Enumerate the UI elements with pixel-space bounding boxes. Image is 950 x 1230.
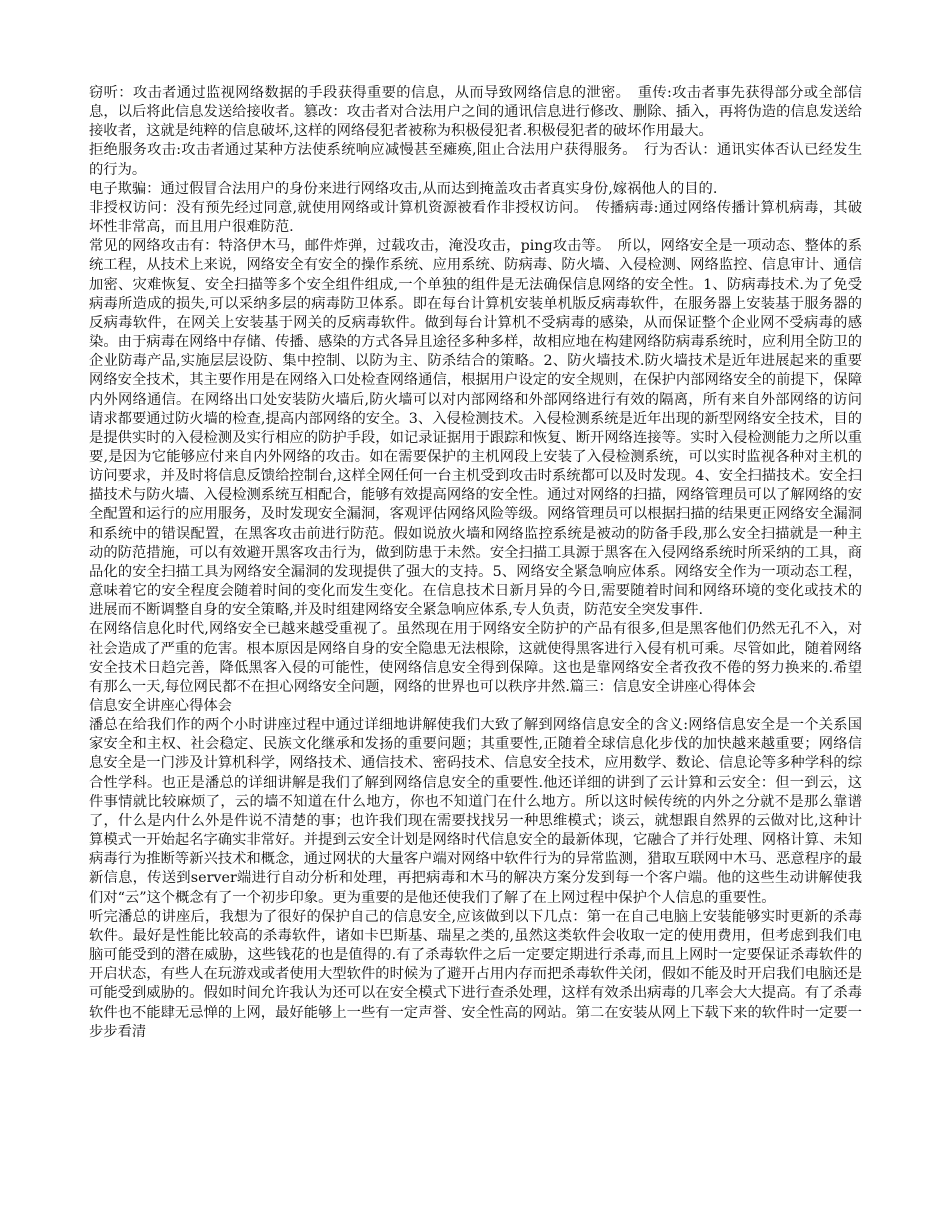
section-heading: 信息安全讲座心得体会 [89,698,232,714]
paragraph-spoofing: 电子欺骗：通过假冒合法用户的身份来进行网络攻击,从而达到掩盖攻击者真实身份,嫁祸他人的目的. [89,180,718,197]
paragraph-eavesdrop-replay-tamper: 窃听：攻击者通过监视网络数据的手段获得重要的信息，从而导致网络信息的泄密。 重传:攻击者事先获得部分或全部信息，以后将此信息发送给接收者。篡改：攻击者对合法用户之间的通讯信息进行修改、删除、插入，再将伪造的信息发送给接收者，这就是纯粹的信息破坏,这样的网络侵犯者被称为积极侵犯者.积极侵犯者的破坏作用最大。 [89,85,862,140]
paragraph-lecture-summary: 潘总在给我们作的两个小时讲座过程中通过详细地讲解使我们大致了解到网络信息安全的含义:网络信息安全是一个关系国家安全和主权、社会稳定、民族文化继承和发扬的重要问题；其重要性,正随着全球信息化步伐的加快越来越重要；网络信息安全是一门涉及计算机科学，网络技术、通信技术、密码技术、信息安全技术，应用数学、数论、信息论等多种学科的综合性学科。也正是潘总的详细讲解是我们了解到网络信息安全的重要性.他还详细的讲到了云计算和云安全：但一到云，这件事情就比较麻烦了，云的墙不知道在什么地方，你也不知道门在什么地方。所以这时候传统的内外之分就不是那么靠谱了，什么是内什么外是件说不清楚的事；也许我们现在需要找找另一种思维模式；谈云，就想跟自然界的云做对比,这种计算模式一开始起名字确实非常好。并提到云安全计划是网络时代信息安全的最新体现，它融合了并行处理、网格计算、未知病毒行为推断等新兴技术和概念，通过网状的大量客户端对网络中软件行为的异常监测，猎取互联网中木马、恶意程序的最新信息，传送到server端进行自动分析和处理，再把病毒和木马的解决方案分发到每一个客户端。他的这些生动讲解使我们对“云”这个概念有了一个初步印象。更为重要的是他还使我们了解了在上网过程中保护个人信息的重要性。 [89,717,862,906]
paragraph-common-attacks-and-defenses: 常见的网络攻击有：特洛伊木马，邮件炸弹，过载攻击，淹没攻击，ping攻击等。 所以，网络安全是一项动态、整体的系统工程，从技术上来说，网络安全有安全的操作系统、应用系统、防病毒、防火墙、入侵检测、网络监控、信息审计、通信加密、灾难恢复、安全扫描等多个安全组件组成,一个单独的组件是无法确保信息网络的安全性。1、防病毒技术.为了免受病毒所造成的损失,可以采纳多层的病毒防卫体系。即在每台计算机安装单机版反病毒软件，在服务器上安装基于服务器的反病毒软件，在网关上安装基于网关的反病毒软件。做到每台计算机不受病毒的感染，从而保证整个企业网不受病毒的感染。由于病毒在网络中存储、传播、感染的方式各异且途径多种多样，故相应地在构建网络防病毒系统时，应利用全防卫的企业防毒产品,实施层层设防、集中控制、以防为主、防杀结合的策略。2、防火墙技术.防火墙技术是近年进展起来的重要网络安全技术，其主要作用是在网络入口处检查网络通信，根据用户设定的安全规则，在保护内部网络安全的前提下，保障内外网络通信。在网络出口处安装防火墙后,防火墙可以对内部网络和外部网络进行有效的隔离，所有来自外部网络的访问请求都要通过防火墙的检查,提高内部网络的安全。3、入侵检测技术。入侵检测系统是近年出现的新型网络安全技术，目的是提供实时的入侵检测及实行相应的防护手段，如记录证据用于跟踪和恢复、断开网络连接等。实时入侵检测能力之所以重要,是因为它能够应付来自内外网络的攻击。如在需要保护的主机网段上安装了入侵检测系统，可以实时监视各种对主机的访问要求，并及时将信息反馈给控制台,这样全网任何一台主机受到攻击时系统都可以及时发现。4、安全扫描技术。安全扫描技术与防火墙、入侵检测系统互相配合，能够有效提高网络的安全性。通过对网络的扫描，网络管理员可以了解网络的安全配置和运行的应用服务，及时发现安全漏洞，客观评估网络风险等级。网络管理员可以根据扫描的结果更正网络安全漏洞和系统中的错误配置，在黑客攻击前进行防范。假如说放火墙和网络监控系统是被动的防备手段,那么安全扫描就是一种主动的防范措施，可以有效避开黑客攻击行为，做到防患于未然。安全扫描工具源于黑客在入侵网络系统时所采纳的工具，商品化的安全扫描工具为网络安全漏洞的发现提供了强大的支持。5、网络安全紧急响应体系。网络安全作为一项动态工程，意味着它的安全程度会随着时间的变化而发生变化。在信息技术日新月异的今日,需要随着时间和网络环境的变化或技术的进展而不断调整自身的安全策略,并及时组建网络安全紧急响应体系,专人负责，防范安全突发事件. [89,238,862,619]
paragraph-personal-protection: 听完潘总的讲座后，我想为了很好的保护自己的信息安全,应该做到以下几点：第一在自己电脑上安装能够实时更新的杀毒软件。最好是性能比较高的杀毒软件，诸如卡巴斯基、瑞星之类的,虽然这类软件会收取一定的使用费用，但考虑到我们电脑可能受到的潜在威胁，这些钱花的也是值得的.有了杀毒软件之后一定要定期进行杀毒,而且上网时一定要保证杀毒软件的开启状态，有些人在玩游戏或者使用大型软件的时候为了避开占用内存而把杀毒软件关闭，假如不能及时开启我们电脑还是可能受到威胁的。假如时间允许我认为还可以在安全模式下进行查杀处理，这样有效杀出病毒的几率会大大提高。有了杀毒软件也不能肆无忌惮的上网，最好能够上一些有一定声誉、安全性高的网站。第二在安装从网上下载下来的软件时一定要一步步看清 [89,908,862,1040]
paragraph-denial-of-service: 拒绝服务攻击:攻击者通过某种方法使系统响应减慢甚至瘫痪,阻止合法用户获得服务。 行为否认：通讯实体否认已经发生的行为。 [89,142,862,178]
paragraph-network-era-conclusion: 在网络信息化时代,网络安全已越来越受重视了。虽然现在用于网络安全防护的产品有很多,但是黑客他们仍然无孔不入，对社会造成了严重的危害。根本原因是网络自身的安全隐患无法根除，这就使得黑客进行入侵有机可乘。尽管如此，随着网络安全技术日趋完善，降低黑客入侵的可能性，使网络信息安全得到保障。这也是靠网络安全者孜孜不倦的努力换来的.希望有那么一天,每位网民都不在担心网络安全问题，网络的世界也可以秩序井然.篇三：信息安全讲座心得体会 [89,621,862,695]
paragraph-unauthorized-access: 非授权访问：没有预先经过同意,就使用网络或计算机资源被看作非授权访问。 传播病毒:通过网络传播计算机病毒，其破坏性非常高，而且用户很难防范. [89,199,862,236]
